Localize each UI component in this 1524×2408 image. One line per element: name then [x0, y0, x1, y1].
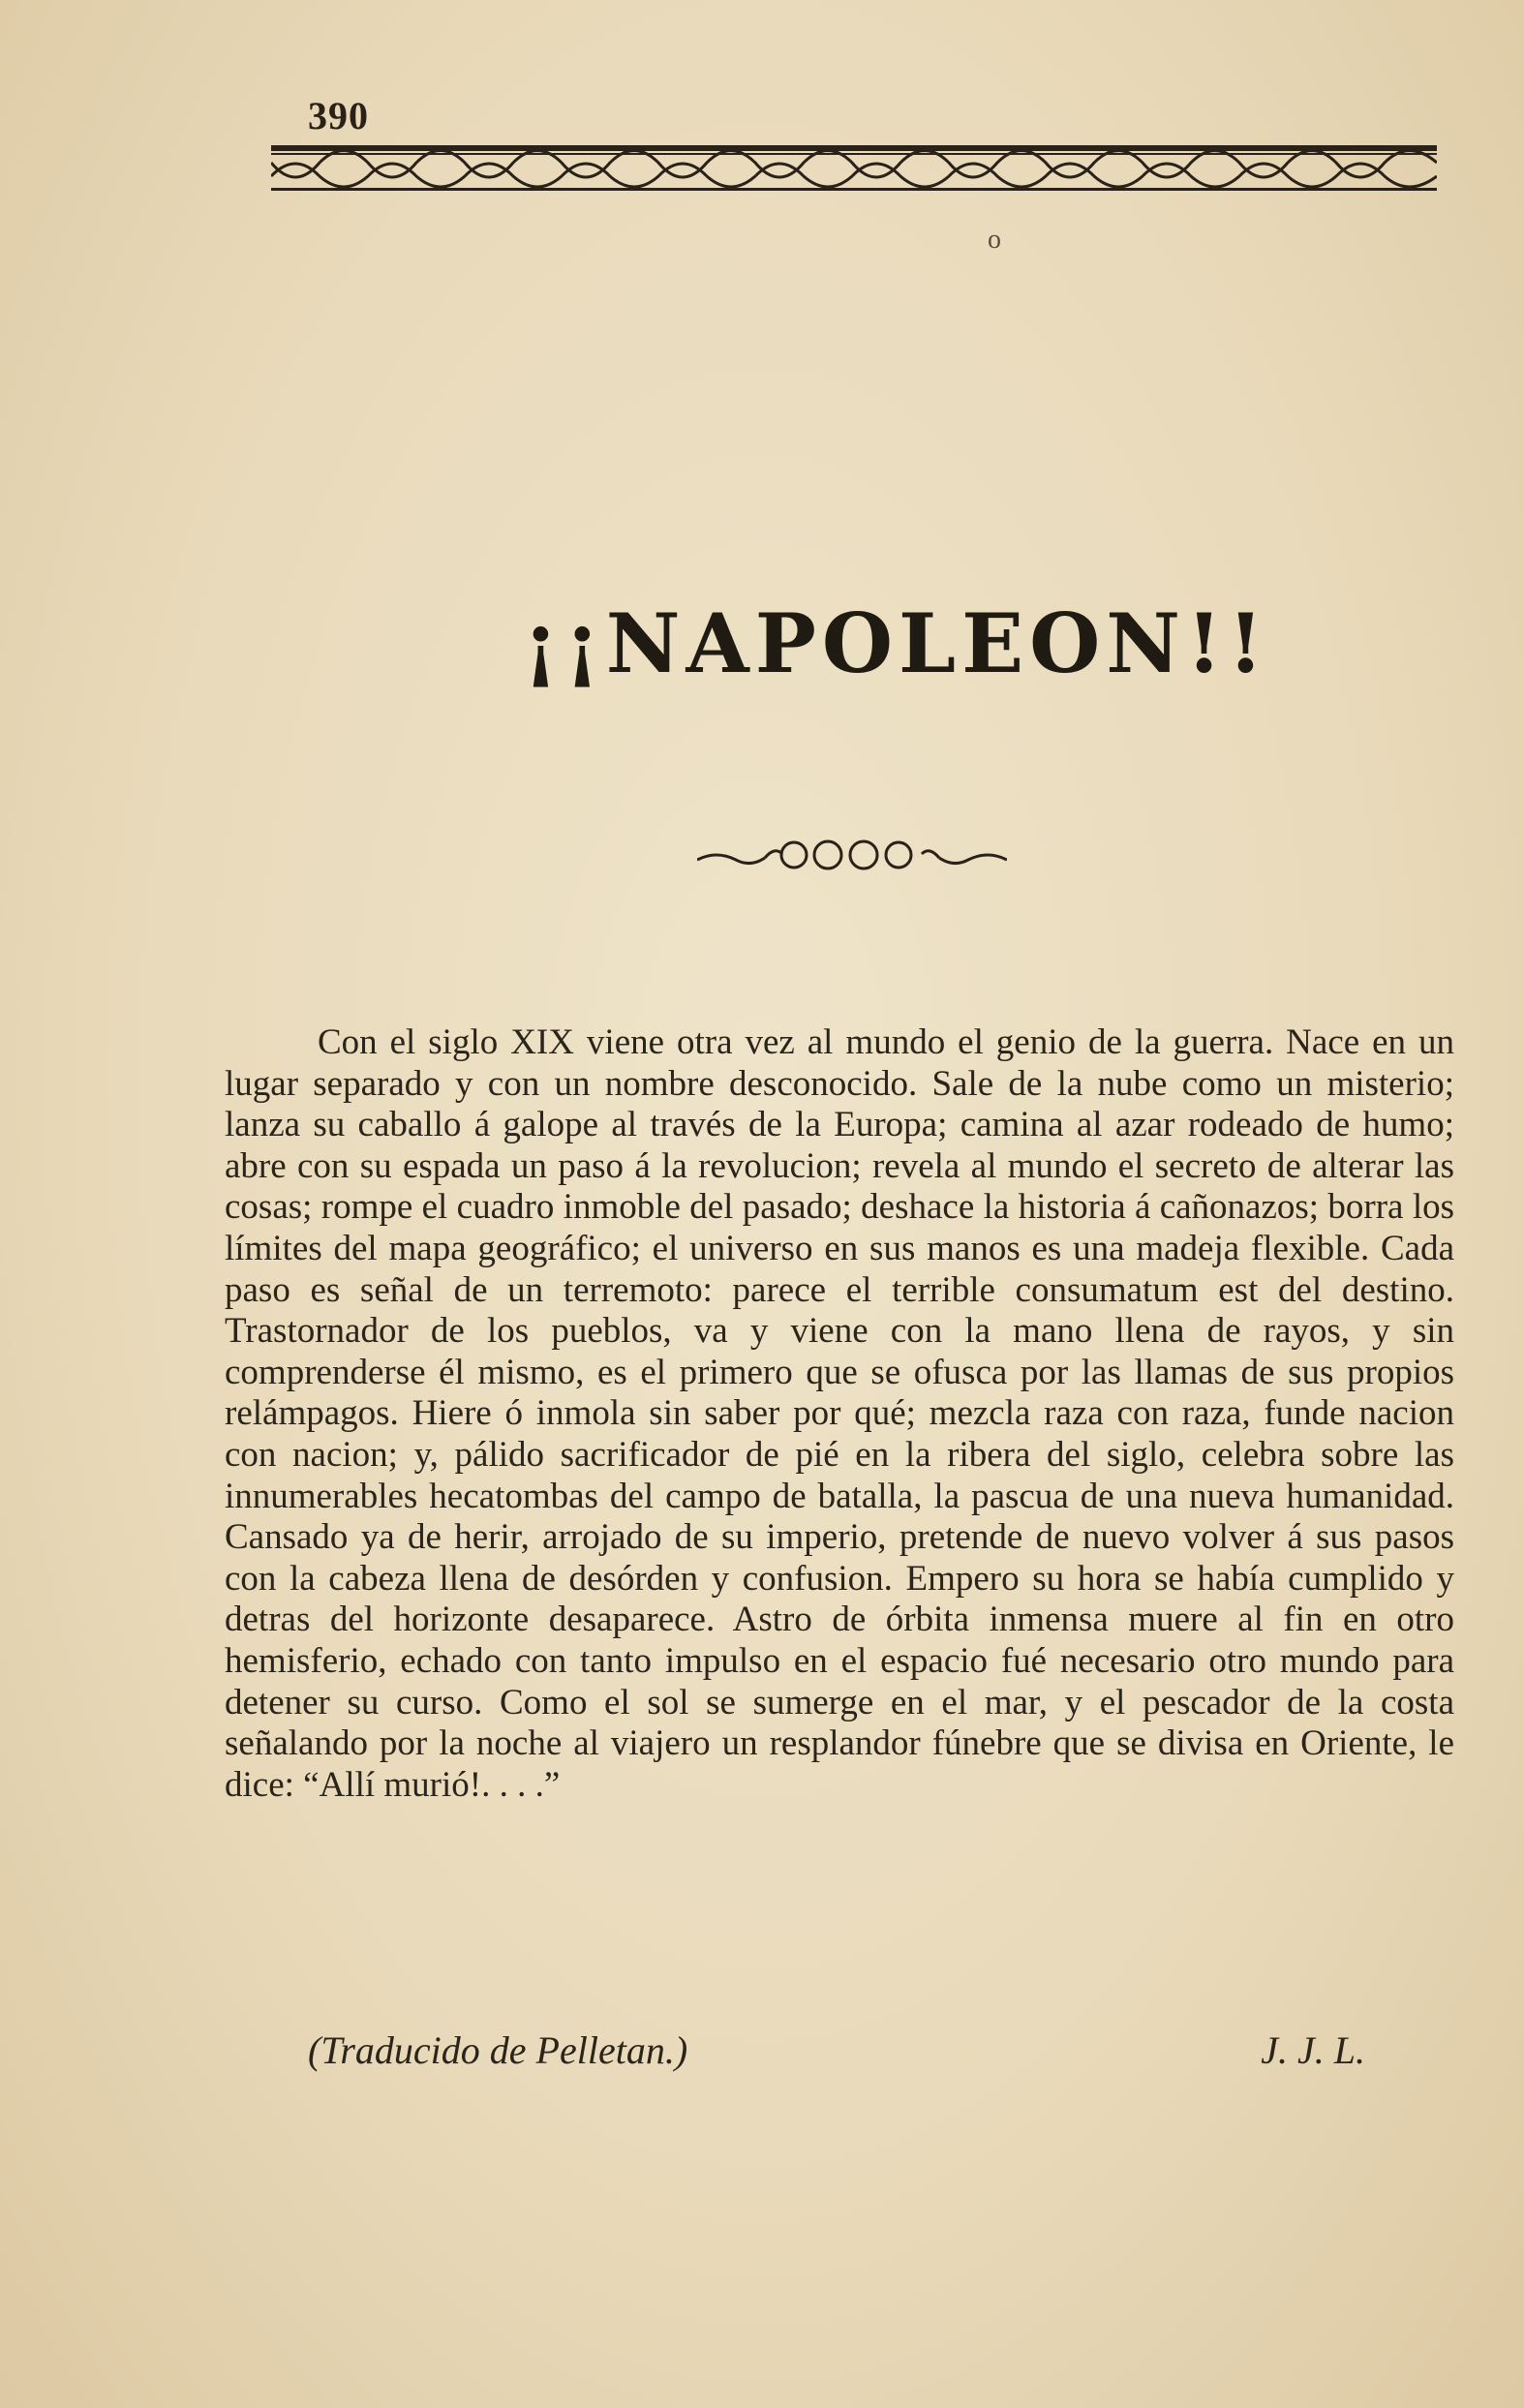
source-note: (Traducido de Pelletan.) [308, 2028, 688, 2072]
decorative-border-icon [271, 143, 1437, 198]
author-initials: J. J. L. [1261, 2028, 1365, 2072]
title-flourish-icon [697, 831, 1007, 879]
article-paragraph: Con el siglo XIX viene otra vez al mundo el genio de la guerra. Nace en un lugar separado y con un nombre desconocido. Sale de la nube como un misterio; lanza su caballo á galope al través de la Europa; camina al azar rodeado de humo; abre con su espada un paso á la revolucion; revela al mundo el secreto de alterar las cosas; rompe el cuadro inmoble del pasado; deshace la historia á cañonazos; borra los límites del mapa geográfico; el universo en sus manos es una madeja flexible. Cada paso es señal de un terremoto: parece el terrible consumatum est del destino. Trastornador de los pueblos, va y viene con la mano llena de rayos, y sin comprenderse él mismo, es el primero que se ofusca por las llamas de sus propios relámpagos. Hiere ó inmola sin saber por qué; mezcla raza con raza, funde nacion con nacion; y, pálido sacrificador de pié en la ribera del siglo, celebra sobre las innumerables hecatombas del campo de batalla, la pascua de una nueva humanidad. Cansado ya de herir, arrojado de su imperio, pretende de nuevo volver á sus pasos con la cabeza llena de desórden y confusion. Empero su hora se había cumplido y detras del horizonte desaparece. Astro de órbita inmensa muere al fin en otro hemisferio, echado con tanto impulso en el espacio fué necesario otro mundo para detener su curso. Como el sol se sumerge en el mar, y el pescador de la costa señalando por la noche al viajero un resplandor fúnebre que se divisa en Oriente, le dice: “Allí murió!. . . .” [225, 1022, 1454, 1805]
article-body [225, 1022, 1454, 1806]
page-number: 390 [308, 94, 369, 137]
page-title: ¡¡NAPOLEON!! [523, 595, 1269, 691]
stray-mark: o [988, 225, 1001, 255]
